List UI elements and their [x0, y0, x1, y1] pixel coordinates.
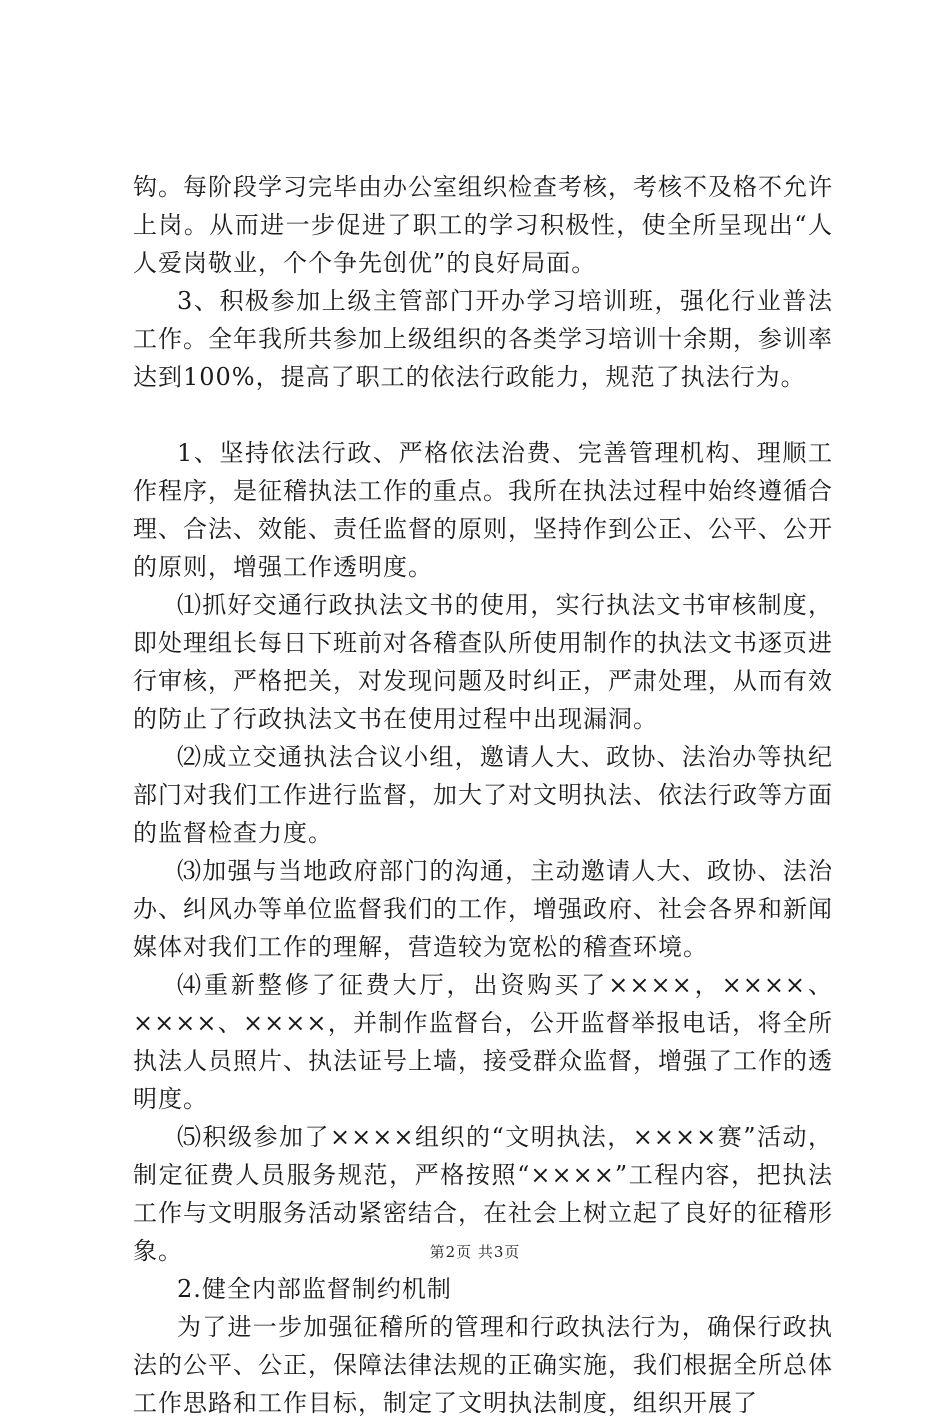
- paragraph-item-4: ⑷重新整修了征费大厅，出资购买了××××，××××、××××、××××，并制作监督台，公开监督举报电话，将全所执法人员照片、执法证号上墙，接受群众监督，增强了工作的透明度。: [133, 971, 833, 1113]
- paragraph-item-3: ⑶加强与当地政府部门的沟通，主动邀请人大、政协、法治办、纠风办等单位监督我们的工作，增强政府、社会各界和新闻媒体对我们工作的理解，营造较为宽松的稽查环境。: [133, 857, 833, 961]
- paragraph-training: 3、积极参加上级主管部门开办学习培训班，强化行业普法工作。全年我所共参加上级组织的各类学习培训十余期，参训率达到100%，提高了职工的依法行政能力，规范了执法行为。: [133, 287, 833, 391]
- paragraph-item-1: ⑴抓好交通行政执法文书的使用，实行执法文书审核制度，即处理组长每日下班前对各稽查队所使用制作的执法文书逐页进行审核，严格把关，对发现问题及时纠正，严肃处理，从而有效的防止了行政执法文书在使用过程中出现漏洞。: [133, 591, 833, 733]
- document-body: [133, 168, 833, 1422]
- paragraph-item-2: ⑵成立交通执法合议小组，邀请人大、政协、法治办等执纪部门对我们工作进行监督，加大了对文明执法、依法行政等方面的监督检查力度。: [133, 743, 833, 847]
- paragraph-item-5: ⑸积级参加了××××组织的“文明执法，××××赛”活动，制定征费人员服务规范，严格按照“××××”工程内容，把执法工作与文明服务活动紧密结合，在社会上树立起了良好的征稽形象。: [133, 1123, 833, 1265]
- section-heading: 2.健全内部监督制约机制: [177, 1275, 452, 1303]
- paragraph-supervision: 为了进一步加强征稽所的管理和行政执法行为，确保行政执法的公平、公正，保障法律法规的正确实施，我们根据全所总体工作思路和工作目标，制定了文明执法制度，组织开展了: [133, 1313, 833, 1417]
- paragraph-law-enforcement: 1、坚持依法行政、严格依法治费、完善管理机构、理顺工作程序，是征稽执法工作的重点。我所在执法过程中始终遵循合理、合法、效能、责任监督的原则，坚持作到公正、公平、公开的原则，增强工作透明度。: [133, 439, 833, 581]
- page-number-footer: 第2页 共3页: [429, 1243, 521, 1261]
- paragraph-gap: [133, 396, 833, 434]
- paragraph-continuation: 钩。每阶段学习完毕由办公室组织检查考核，考核不及格不允许上岗。从而进一步促进了职工的学习积极性，使全所呈现出“人人爱岗敬业，个个争先创优”的良好局面。: [133, 173, 833, 277]
